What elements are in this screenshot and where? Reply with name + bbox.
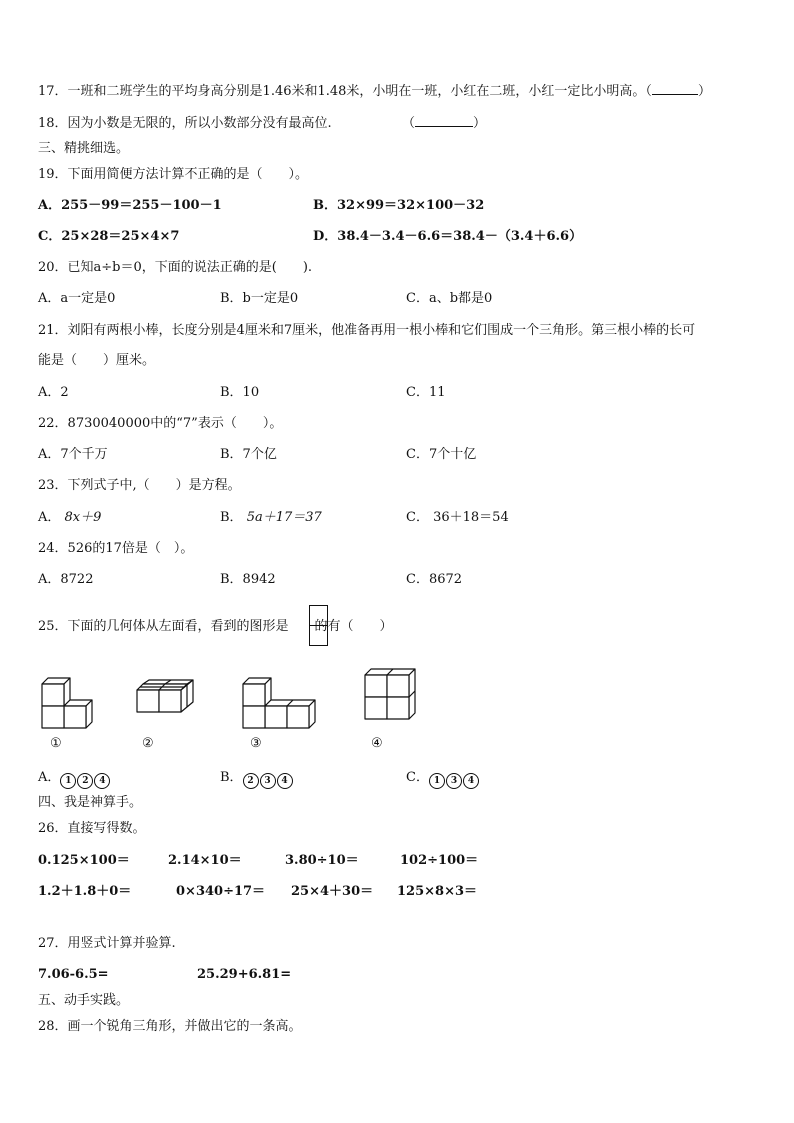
question-19-stem: 19．下面用简便方法计算不正确的是（ ）。 [38, 167, 309, 182]
q25-c-num-1: 1 [429, 773, 445, 789]
q17-answer-blank[interactable] [652, 82, 698, 95]
q25-b-num-1: 2 [243, 773, 259, 789]
q27-problem-1: 7.06-6.5= [38, 967, 109, 982]
question-28-stem: 28．画一个锐角三角形，并做出它的一条高。 [38, 1019, 302, 1034]
q25-figure-1-label: ① [50, 736, 62, 751]
q19-option-c[interactable]: C．25×28＝25×4×7 [38, 229, 180, 244]
q25-figure-3 [241, 676, 321, 732]
q25-a-num-2: 2 [77, 773, 93, 789]
question-26-stem: 26．直接写得数。 [38, 821, 146, 836]
q26-item-6: 0×340÷17＝ [176, 884, 266, 899]
q26-item-5: 1.2＋1.8＋0＝ [38, 884, 132, 899]
q25-stem-post: 的有（ ） [314, 619, 393, 634]
section-5-heading: 五、动手实践。 [38, 993, 130, 1008]
q26-item-8: 125×8×3＝ [397, 884, 478, 899]
q18-close: ） [472, 116, 486, 131]
q22-option-c[interactable]: C．7个十亿 [406, 447, 477, 462]
question-22-stem: 22．8730040000中的“7”表示（ ）。 [38, 416, 283, 431]
q26-item-7: 25×4＋30＝ [291, 884, 374, 899]
q23-option-a[interactable] [38, 509, 101, 527]
q19-option-a[interactable]: A．255－99＝255－100－1 [38, 198, 222, 213]
question-23-stem: 23．下列式子中,（ ）是方程。 [38, 478, 241, 493]
q25-stem-pre: 25．下面的几何体从左面看，看到的图形是 [38, 619, 289, 634]
q20-option-b[interactable]: B．b一定是0 [220, 291, 299, 306]
q23-c-label: C． [406, 510, 429, 525]
q23-b-label: B． [220, 510, 243, 525]
q25-a-label: A． [38, 770, 61, 785]
q20-option-a[interactable]: A．a一定是0 [38, 291, 116, 306]
q25-option-a[interactable] [38, 769, 111, 789]
q19-option-d[interactable]: D．38.4－3.4－6.6＝38.4－（3.4＋6.6） [313, 229, 583, 244]
q18-open: （ [401, 116, 415, 131]
q25-figure-1 [40, 676, 98, 732]
q25-c-label: C． [406, 770, 429, 785]
q21-option-b[interactable]: B．10 [220, 385, 260, 400]
section-3-heading: 三、精挑细选。 [38, 141, 130, 156]
q26-item-2: 2.14×10＝ [168, 853, 242, 868]
q27-problem-2: 25.29+6.81= [197, 967, 292, 982]
q25-c-num-3: 4 [463, 773, 479, 789]
q25-a-num-3: 4 [94, 773, 110, 789]
q17-close: ） [697, 84, 711, 99]
question-21-stem-line2: 能是（ ）厘米。 [38, 353, 156, 368]
q23-c-expr: 36＋18＝54 [433, 510, 509, 525]
q18-answer-blank[interactable] [415, 114, 473, 127]
q24-option-c[interactable]: C．8672 [406, 572, 463, 587]
q21-option-a[interactable]: A．2 [38, 385, 69, 400]
q26-item-3: 3.80÷10＝ [285, 853, 359, 868]
q25-option-b[interactable] [220, 769, 294, 789]
question-18 [38, 114, 486, 133]
question-25-stem [38, 618, 393, 636]
q25-b-label: B． [220, 770, 243, 785]
q25-figure-2 [135, 680, 197, 722]
q25-b-num-3: 4 [277, 773, 293, 789]
q25-b-num-2: 3 [260, 773, 276, 789]
question-27-stem: 27．用竖式计算并验算. [38, 936, 176, 951]
q25-figure-2-label: ② [142, 736, 154, 751]
question-21-stem-line1: 21．刘阳有两根小棒，长度分别是4厘米和7厘米，他准备再用一根小棒和它们围成一个三角形。第三根小棒的长可 [38, 323, 696, 338]
q25-c-num-2: 3 [446, 773, 462, 789]
q17-text: 17．一班和二班学生的平均身高分别是1.46米和1.48米，小明在一班，小红在二班，小红一定比小明高。（ [38, 84, 652, 99]
q26-item-4: 102÷100＝ [400, 853, 479, 868]
q24-option-b[interactable]: B．8942 [220, 572, 276, 587]
q23-a-expr: 8x＋9 [64, 510, 102, 525]
q25-left-view-shape [309, 605, 329, 647]
q20-option-c[interactable]: C．a、b都是0 [406, 291, 493, 306]
q25-a-num-1: 1 [60, 773, 76, 789]
q22-option-a[interactable]: A．7个千万 [38, 447, 108, 462]
q26-item-1: 0.125×100＝ [38, 853, 130, 868]
q25-figure-4-label: ④ [371, 736, 383, 751]
q23-option-b[interactable] [220, 509, 322, 527]
q23-a-label: A． [38, 510, 61, 525]
q18-text: 18．因为小数是无限的，所以小数部分没有最高位. [38, 116, 332, 131]
q21-option-c[interactable]: C．11 [406, 385, 446, 400]
q19-option-b[interactable]: B．32×99＝32×100－32 [313, 198, 485, 213]
q24-option-a[interactable]: A．8722 [38, 572, 94, 587]
section-4-heading: 四、我是神算手。 [38, 795, 143, 810]
q25-figure-3-label: ③ [250, 736, 262, 751]
question-20-stem: 20．已知a÷b＝0，下面的说法正确的是( ). [38, 260, 313, 275]
q22-option-b[interactable]: B．7个亿 [220, 447, 277, 462]
question-24-stem: 24．526的17倍是（ ）。 [38, 541, 194, 556]
q25-figure-4 [363, 667, 421, 725]
q25-option-c[interactable] [406, 769, 480, 789]
question-17 [38, 82, 711, 101]
q23-b-expr: 5a＋17＝37 [246, 510, 322, 525]
q23-option-c[interactable] [406, 509, 509, 527]
